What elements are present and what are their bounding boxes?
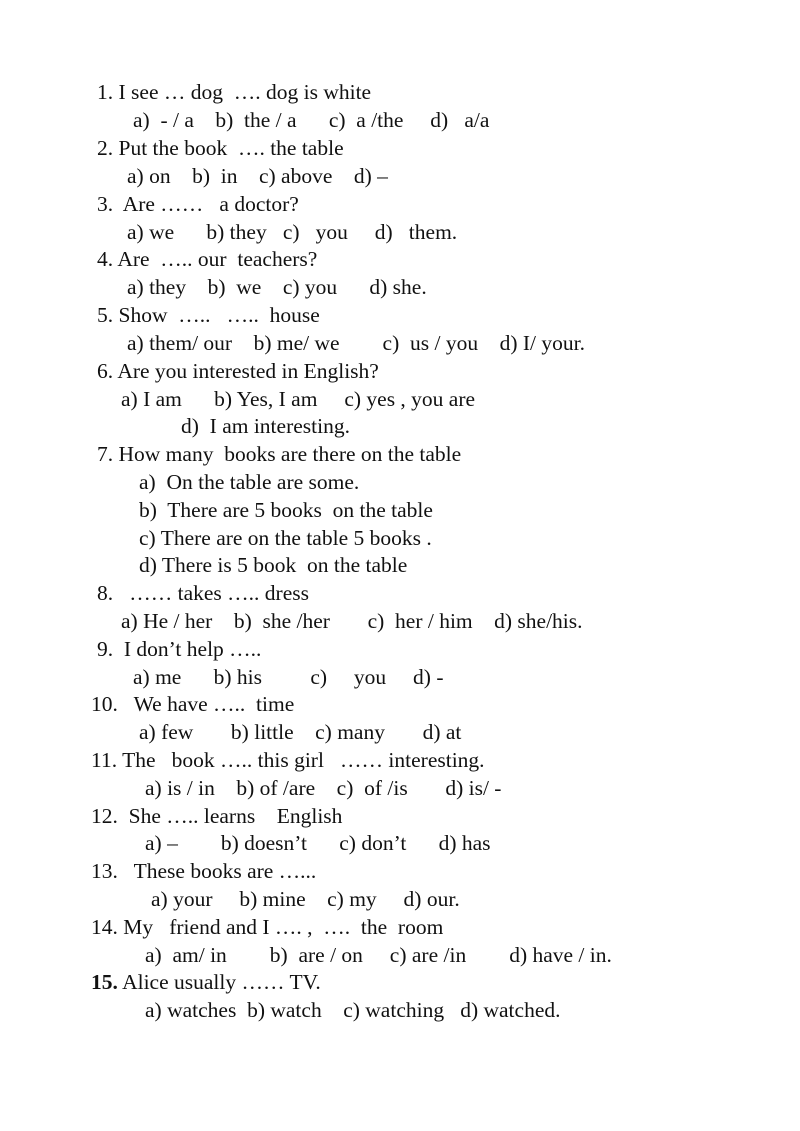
question-3	[97, 191, 299, 217]
question-12	[91, 803, 342, 829]
question-9-options: a) me b) his c) you d) -	[133, 665, 444, 689]
question-1	[97, 79, 371, 105]
question-stem: Are ….. our teachers?	[117, 247, 318, 271]
question-stem: Put the book …. the table	[118, 136, 344, 160]
question-7-option-a: a) On the table are some.	[139, 470, 360, 494]
question-stem: …… takes ….. dress	[118, 581, 309, 605]
question-4	[97, 246, 317, 272]
question-5-options: a) them/ our b) me/ we c) us / you d) I/ your.	[127, 331, 585, 355]
question-14-options: a) am/ in b) are / on c) are /in d) have / in.	[145, 943, 612, 967]
question-9	[97, 636, 261, 662]
question-number: 11.	[91, 748, 118, 772]
question-13-options: a) your b) mine c) my d) our.	[151, 887, 460, 911]
question-6-options-2: d) I am interesting.	[181, 414, 350, 438]
question-number: 8.	[97, 581, 114, 605]
question-stem: Alice usually …… TV.	[122, 970, 321, 994]
question-number: 3.	[97, 192, 114, 216]
question-2	[97, 135, 344, 161]
question-13	[91, 858, 316, 884]
question-number: 13.	[91, 859, 118, 883]
question-stem: My friend and I …. , …. the room	[123, 915, 444, 939]
question-12-options: a) – b) doesn’t c) don’t d) has	[145, 831, 491, 855]
question-8	[97, 580, 309, 606]
question-8-options: a) He / her b) she /her c) her / him d) she/his.	[121, 609, 583, 633]
question-11-options: a) is / in b) of /are c) of /is d) is/ -	[145, 776, 502, 800]
question-10-options: a) few b) little c) many d) at	[139, 720, 462, 744]
question-10	[91, 691, 294, 717]
question-3-options: a) we b) they c) you d) them.	[127, 220, 458, 244]
question-15-options: a) watches b) watch c) watching d) watched.	[145, 998, 561, 1022]
question-stem: I see … dog …. dog is white	[118, 80, 372, 104]
question-number: 4.	[97, 247, 114, 271]
question-stem: The book ….. this girl …… interesting.	[122, 748, 485, 772]
question-stem: Are …… a doctor?	[118, 192, 299, 216]
question-11	[91, 747, 485, 773]
question-7-option-d: d) There is 5 book on the table	[139, 553, 408, 577]
question-7	[97, 441, 461, 467]
question-number: 2.	[97, 136, 114, 160]
question-stem: These books are …...	[123, 859, 317, 883]
question-number: 9.	[97, 637, 114, 661]
question-stem: Are you interested in English?	[117, 359, 379, 383]
question-stem: How many books are there on the table	[118, 442, 462, 466]
question-number: 1.	[97, 80, 114, 104]
question-7-option-c: c) There are on the table 5 books .	[139, 526, 432, 550]
question-stem: Show ….. ….. house	[118, 303, 320, 327]
question-4-options: a) they b) we c) you d) she.	[127, 275, 427, 299]
question-number: 10.	[91, 692, 118, 716]
question-5	[97, 302, 320, 328]
question-15	[91, 969, 321, 995]
question-7-option-b: b) There are 5 books on the table	[139, 498, 433, 522]
question-stem: We have ….. time	[123, 692, 295, 716]
question-number: 14.	[91, 915, 118, 939]
question-14	[91, 914, 443, 940]
question-number: 5.	[97, 303, 114, 327]
question-stem: She ….. learns English	[123, 804, 343, 828]
question-6	[97, 358, 379, 384]
question-stem: I don’t help …..	[118, 637, 262, 661]
question-number: 12.	[91, 804, 118, 828]
question-number: 15.	[91, 970, 118, 994]
question-1-options: a) - / a b) the / a c) a /the d) a/a	[133, 108, 490, 132]
question-6-options: a) I am b) Yes, I am c) yes , you are	[121, 387, 476, 411]
question-2-options: a) on b) in c) above d) –	[127, 164, 388, 188]
question-number: 7.	[97, 442, 114, 466]
question-number: 6.	[97, 359, 114, 383]
